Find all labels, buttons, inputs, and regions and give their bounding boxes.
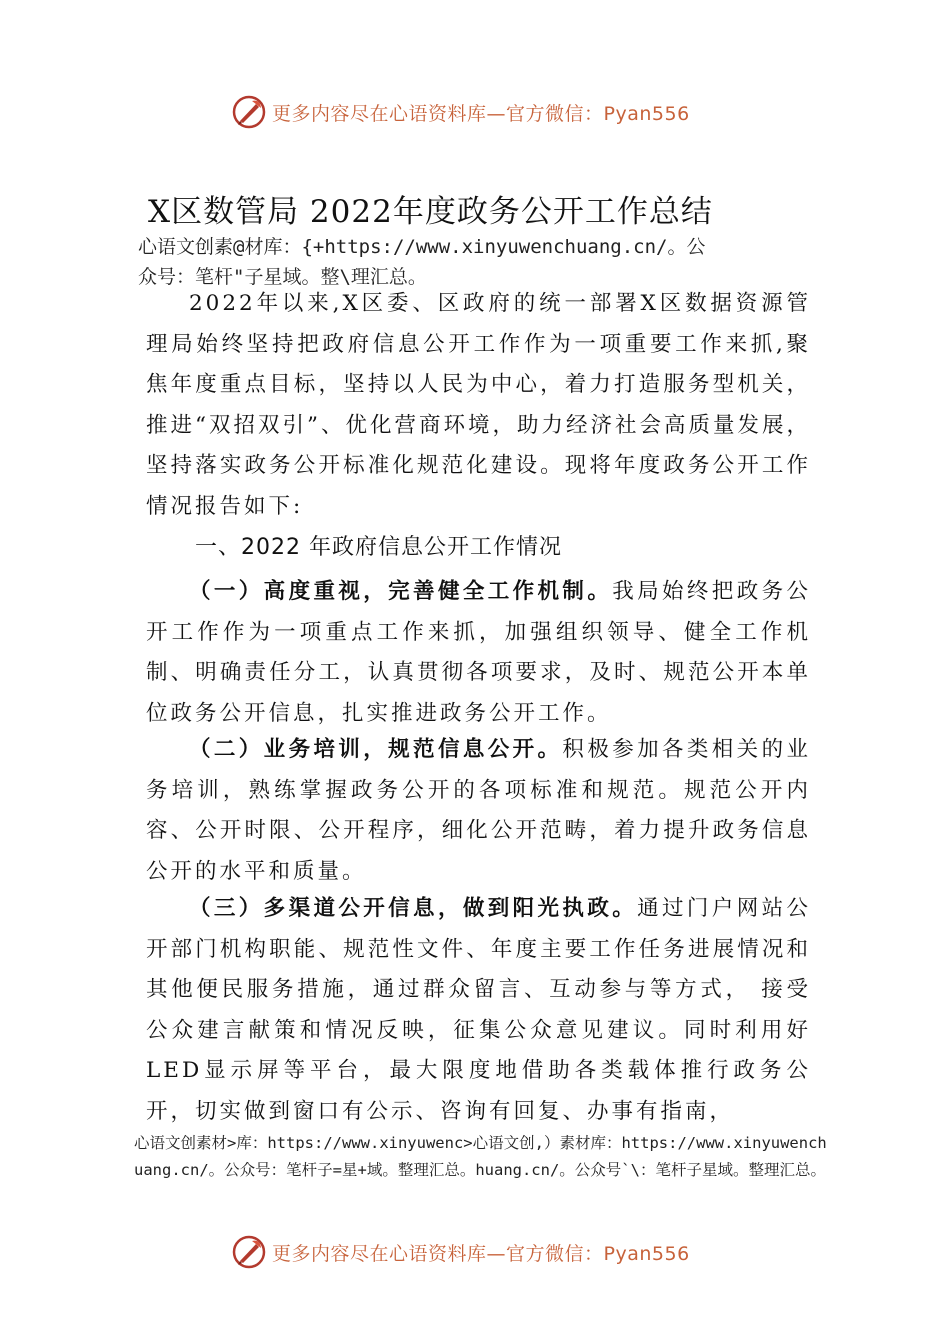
item-body-3: 通过门户网站公开部门机构职能、规范性文件、年度主要工作任务进展情况和其他便民服务措施，通过群众留言、互动参与等方式， 接受公众建言献策和情况反映，征集公众意见建议。同时利用好 LED显示屏等平台，最大限度地借助各类载体推行政务公开，切实做到窗口有公示、咨询有回复、办事有指南，: [146, 896, 811, 1124]
intro-paragraph: 2022年以来,X区委、区政府的统一部署X区数据资源管理局始终坚持把政府信息公开工作作为一项重要工作来抓,聚焦年度重点目标，坚持以人民为中心，着力打造服务型机关，推进“双招双引”、优化营商环境，助力经济社会高质量发展，坚持落实政务公开标准化规范化建设。现将年度政务公开工作情况报告如下:: [146, 291, 811, 519]
item-heading-3: （三）多渠道公开信息，做到阳光执政。: [189, 896, 638, 921]
quill-pen-logo-icon: [232, 1235, 266, 1269]
section-heading: 一、2022 年政府信息公开工作情况: [195, 535, 562, 560]
source-line-1: 心语文创素@材库：{+https://www.xinyuwenchuang.cn/。公: [138, 236, 706, 258]
item-body-1: 我局始终把政务公开工作作为一项重点工作来抓，加强组织领导、健全工作机制、明确责任分工，认真贯彻各项要求，及时、规范公开本单位政务公开信息，扎实推进政务公开工作。: [146, 579, 811, 726]
banner-content-bottom: [232, 1232, 690, 1272]
item-heading-2: （二）业务培训，规范信息公开。: [189, 737, 563, 762]
footer-banner: [0, 1232, 950, 1272]
item-paragraph-2: [146, 730, 811, 892]
item-heading-1: （一）高度重视，完善健全工作机制。: [189, 579, 613, 604]
footer-note: 心语文创素材>库：https://www.xinyuwenc>心语文创,）素材库：https://www.xinyuwenchuang.cn/。公众号：笔杆子=星+域。整理汇总。huang.cn/。公众号`\：笔杆子星域。整理汇总。: [134, 1134, 827, 1179]
source-line-2: 众号：笔杆"子星域。整\理汇总。: [138, 266, 427, 288]
quill-pen-logo-icon: [232, 95, 266, 129]
document-title: X区数管局 2022年度政务公开工作总结: [148, 194, 713, 230]
header-banner: [0, 92, 950, 132]
item-paragraph-1: [146, 572, 811, 734]
item-paragraph-3: [146, 889, 811, 1132]
banner-text: 更多内容尽在心语资料库—官方微信：Pyan556: [272, 102, 690, 125]
item-body-2: 积极参加各类相关的业务培训，熟练掌握政务公开的各项标准和规范。规范公开内容、公开时限、公开程序，细化公开范畴，着力提升政务信息公开的水平和质量。: [146, 737, 811, 884]
banner-text-bottom: 更多内容尽在心语资料库—官方微信：Pyan556: [272, 1242, 690, 1265]
banner-content: [232, 92, 690, 132]
